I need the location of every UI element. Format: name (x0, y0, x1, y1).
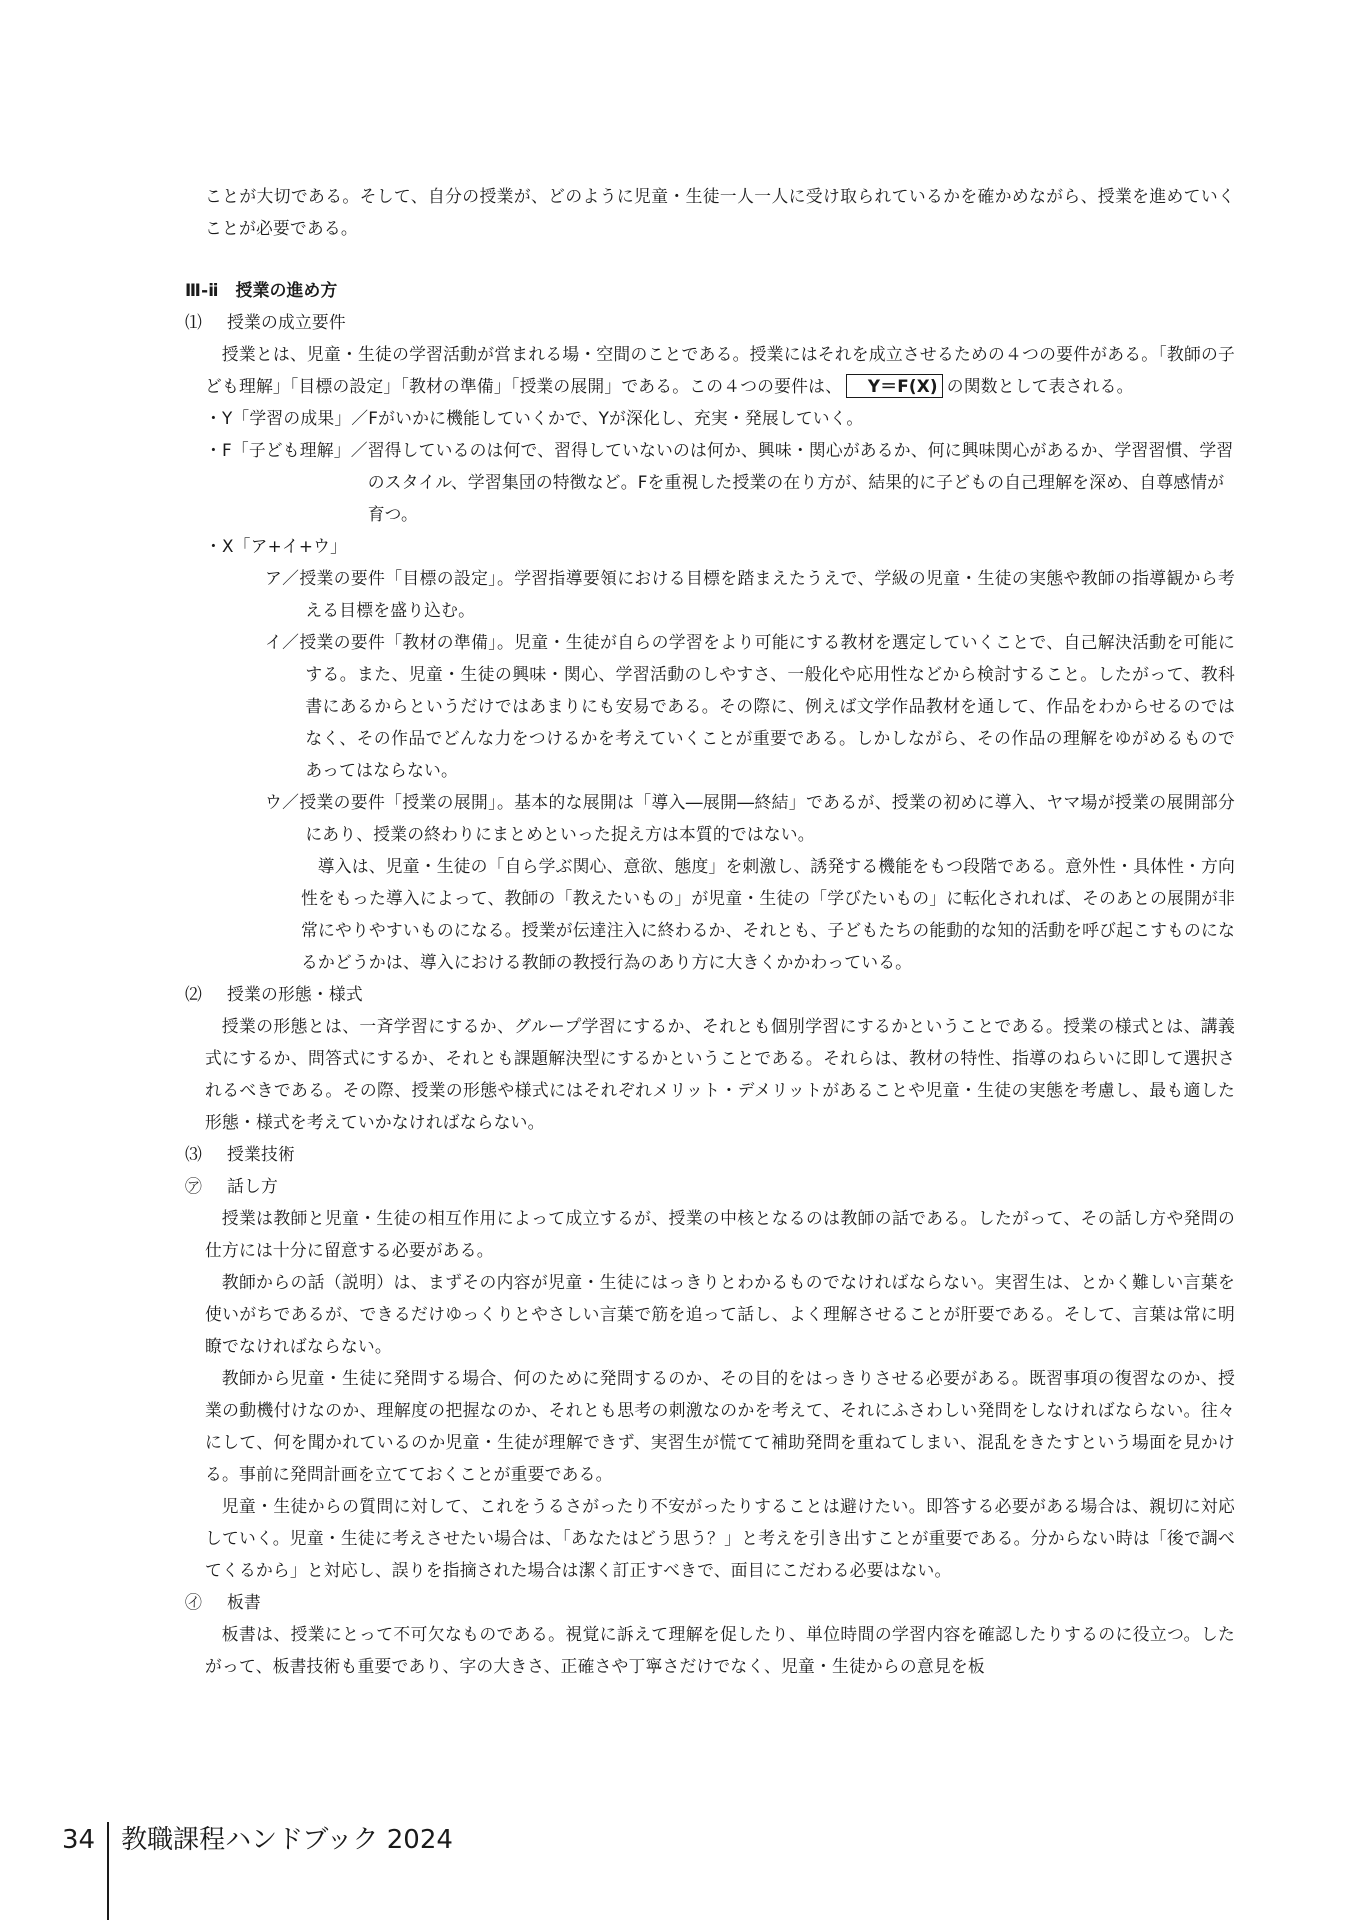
item3-paragraph-2: 教師からの話（説明）は、まずその内容が児童・生徒にはっきりとわかるものでなければならない。実習生は、とかく難しい言葉を使いがちであるが、できるだけゆっくりとやさしい言葉で筋を追って話し、よく理解させることが肝要である。そして、言葉は常に明瞭でなければならない。 (205, 1272, 1235, 1356)
item3-number: ⑶ (185, 1144, 202, 1164)
item3-sub-i-heading (185, 1586, 1235, 1618)
item3-paragraph-3: 教師から児童・生徒に発問する場合、何のために発問するのか、その目的をはっきりさせる必要がある。既習事項の復習なのか、授業の動機付けなのか、理解度の把握なのか、それとも思考の刺激なのかを考えて、それにふさわしい発問をしなければならない。往々にして、何を聞かれているのか児童・生徒が理解できず、実習生が慌てて補助発問を重ねてしまい、混乱をきたすという場面を見かける。事前に発問計画を立てておくことが重要である。 (205, 1368, 1235, 1484)
item3-heading (185, 1138, 1235, 1170)
item1-text-before-formula: 授業とは、児童・生徒の学習活動が営まれる場・空間のことである。授業にはそれを成立させるための４つの要件がある。「教師の子ども理解」「目標の設定」「教材の準備」「授業の展開」である。この４つの要件は、 (205, 344, 1235, 396)
bullet-f-lead: ・F「子ども理解」／ (205, 440, 368, 460)
item3-paragraph-1: 授業は教師と児童・生徒の相互作用によって成立するが、授業の中核となるのは教師の話である。したがって、その話し方や発問の仕方には十分に留意する必要がある。 (205, 1208, 1235, 1260)
bullet-y (205, 402, 1235, 434)
item3-paragraph-5: 板書は、授業にとって不可欠なものである。視覚に訴えて理解を促したり、単位時間の学習内容を確認したりするのに役立つ。したがって、板書技術も重要であり、字の大きさ、正確さや丁寧さだけでなく、児童・生徒からの意見を板 (205, 1624, 1235, 1676)
bullet-y-lead: ・Y「学習の成果」／ (205, 408, 369, 428)
sub-item-i: イ／授業の要件「教材の準備」。児童・生徒が自らの学習をより可能にする教材を選定していくことで、自己解決活動を可能にする。また、児童・生徒の興味・関心、学習活動のしやすさ、一般化や応用性などから検討すること。したがって、教科書にあるからというだけではあまりにも安易である。その際に、例えば文学作品教材を通して、作品をわからせるのではなく、その作品でどんな力をつけるかを考えていくことが重要である。しかしながら、その作品の理解をゆがめるものであってはならない。 (265, 632, 1235, 780)
footer-title: 教職課程ハンドブック 2024 (121, 1825, 453, 1855)
item3-paragraph-4: 児童・生徒からの質問に対して、これをうるさがったり不安がったりすることは避けたい。即答する必要がある場合は、親切に対応していく。児童・生徒に考えさせたい場合は、「あなたはどう思う？」と考えを引き出すことが重要である。分からない時は「後で調べてくるから」と対応し、誤りを指摘された場合は潔く訂正すべきで、面目にこだわる必要はない。 (205, 1496, 1235, 1580)
item1-number: ⑴ (185, 312, 202, 332)
bullet-y-body: Fがいかに機能していくかで、Yが深化し、充実・発展していく。 (368, 408, 864, 428)
item3-sub-a-title: 話し方 (227, 1176, 278, 1196)
footer-divider (107, 1822, 109, 1920)
item3-sub-i-title: 板書 (227, 1592, 261, 1612)
item1-text-after-formula: の関数として表される。 (946, 376, 1134, 396)
document-body (185, 180, 1235, 1682)
item3-sub-a-number: ㋐ (185, 1176, 202, 1196)
item2-paragraph: 授業の形態とは、一斉学習にするか、グループ学習にするか、それとも個別学習にするかということである。授業の様式とは、講義式にするか、問答式にするか、それとも課題解決型にするかということである。それらは、教材の特性、指導のねらいに即して選択されるべきである。その際、授業の形態や様式にはそれぞれメリット・デメリットがあることや児童・生徒の実態を考慮し、最も適した形態・様式を考えていかなければならない。 (205, 1016, 1235, 1132)
bullet-x: ・X「ア+イ+ウ」 (205, 536, 348, 556)
item3-sub-a-heading (185, 1170, 1235, 1202)
sub-item-u: ウ／授業の要件「授業の展開」。基本的な展開は「導入―展開―終結」であるが、授業の初めに導入、ヤマ場が授業の展開部分にあり、授業の終わりにまとめといった捉え方は本質的ではない。 (265, 792, 1235, 844)
bullet-f-body: 習得しているのは何で、習得していないのは何か、興味・関心があるか、何に興味関心があるか、学習習慣、学習のスタイル、学習集団の特徴など。Fを重視した授業の在り方が、結果的に子どもの自己理解を深め、自尊感情が育つ。 (367, 440, 1234, 524)
page-footer (62, 1822, 453, 1920)
sub-item-a: ア／授業の要件「目標の設定」。学習指導要領における目標を踏まえたうえで、学級の児童・生徒の実態や教師の指導観から考える目標を盛り込む。 (265, 568, 1235, 620)
item2-heading (185, 978, 1235, 1010)
item1-title: 授業の成立要件 (227, 312, 346, 332)
intro-paragraph: ことが大切である。そして、自分の授業が、どのように児童・生徒一人一人に受け取られているかを確かめながら、授業を進めていくことが必要である。 (205, 186, 1235, 238)
item1-heading (185, 306, 1235, 338)
item2-number: ⑵ (185, 984, 202, 1004)
item1-paragraph (205, 338, 1235, 402)
item3-sub-i-number: ㋑ (185, 1592, 202, 1612)
bullet-f (205, 434, 1235, 530)
item2-title: 授業の形態・様式 (227, 984, 363, 1004)
page-number: 34 (62, 1825, 96, 1855)
sub-item-u-paragraph: 導入は、児童・生徒の「自ら学ぶ関心、意欲、態度」を刺激し、誘発する機能をもつ段階である。意外性・具体性・方向性をもった導入によって、教師の「教えたいもの」が児童・生徒の「学びたいもの」に転化されれば、そのあとの展開が非常にやりやすいものになる。授業が伝達注入に終わるか、それとも、子どもたちの能動的な知的活動を呼び起こすものになるかどうかは、導入における教師の教授行為のあり方に大きくかかわっている。 (301, 856, 1235, 972)
section-heading: Ⅲ-ⅱ 授業の進め方 (185, 280, 338, 300)
item3-title: 授業技術 (227, 1144, 295, 1164)
formula-box: Y＝F(X) (846, 374, 943, 398)
